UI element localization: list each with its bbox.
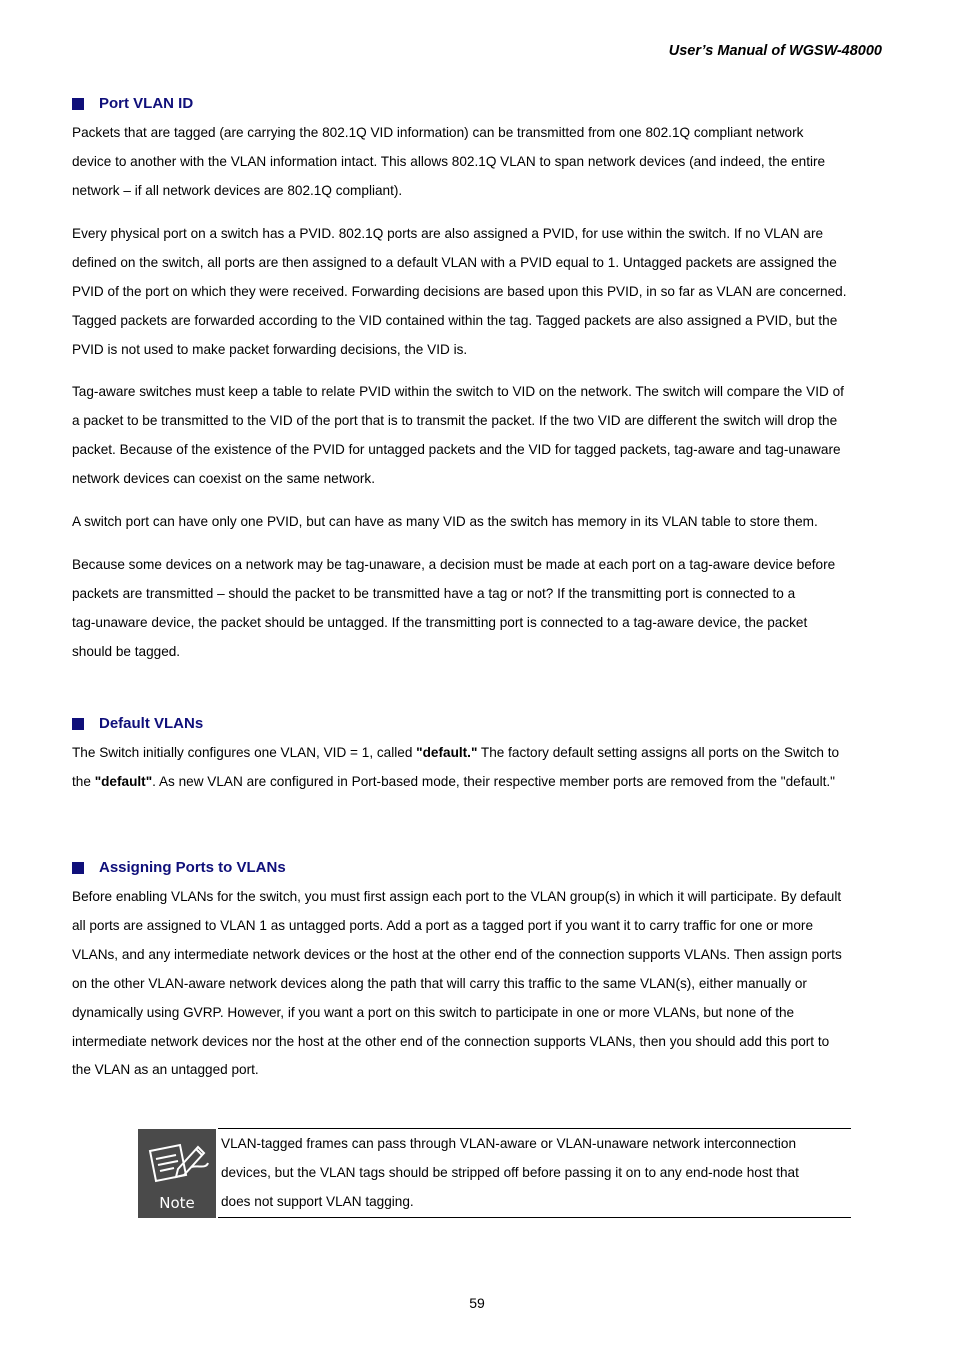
note-top-rule: [218, 1128, 851, 1129]
text-line: tag-unaware device, the packet should be untagged. If the transmitting port is connected to a tag-aware device, the packet: [72, 614, 808, 630]
text-line: does not support VLAN tagging.: [221, 1193, 414, 1209]
text-line: should be tagged.: [72, 643, 181, 659]
paragraph-default-vlan: [72, 739, 888, 797]
text-line: Tagged packets are forwarded according to the VID contained within the tag. Tagged packets are also assigned a PVID, but the: [72, 312, 838, 328]
section-heading-default-vlans: [72, 715, 203, 732]
paragraph-one-pvid: [72, 508, 888, 537]
note-box: [138, 1128, 851, 1218]
bold-text: "default.": [416, 745, 478, 760]
text-line: intermediate network devices nor the host at the other end of the connection supports VLANs, then you should add this port to: [72, 1033, 830, 1049]
paragraph-tag-unaware: [72, 551, 888, 667]
text-line: all ports are assigned to VLAN 1 as untagged ports. Add a port as a tagged port if you want it to carry traffic for one or more: [72, 917, 814, 933]
section-heading-assigning-ports: [72, 859, 286, 876]
text-line: PVID is not used to make packet forwarding decisions, the VID is.: [72, 341, 468, 357]
text-line: A switch port can have only one PVID, but can have as many VID as the switch has memory in its VLAN table to store them.: [72, 514, 818, 529]
text-run: the: [72, 773, 95, 789]
paragraph-tagged-packets: [72, 119, 888, 206]
paragraph-assigning-ports: [72, 883, 888, 1085]
text-line: device to another with the VLAN information intact. This allows 802.1Q VLAN to span network devices (and indeed, the entire: [72, 153, 826, 169]
note-bottom-rule: [218, 1217, 851, 1218]
text-line: [72, 768, 888, 797]
bold-text: "default": [94, 773, 153, 789]
note-pencil-icon: [138, 1129, 216, 1218]
text-run: . As new VLAN are configured in Port-based mode, their respective member ports are removed from the "default.": [152, 773, 836, 789]
text-line: VLANs, and any intermediate network devices or the host at the other end of the connection supports VLANs. Then assign ports: [72, 946, 842, 962]
note-icon: [138, 1129, 216, 1218]
running-header: User’s Manual of WGSW-48000: [668, 43, 882, 59]
text-line: Packets that are tagged (are carrying the 802.1Q VID information) can be transmitted from one 802.1Q compliant network: [72, 125, 804, 140]
text-line: Every physical port on a switch has a PVID. 802.1Q ports are also assigned a PVID, for use within the switch. If no VLAN are: [72, 226, 824, 241]
text-line: [72, 739, 888, 768]
text-line: network devices can coexist on the same network.: [72, 470, 375, 486]
text-line: dynamically using GVRP. However, if you want a port on this switch to participate in one or more VLANs, but none of the: [72, 1004, 795, 1020]
square-bullet-icon: [72, 862, 84, 874]
text-line: PVID of the port on which they were received. Forwarding decisions are based upon this PVID, in so far as VLAN are concerned.: [72, 283, 847, 299]
page-number: 59: [469, 1295, 485, 1311]
text-line: Because some devices on a network may be tag-unaware, a decision must be made at each port on a tag-aware device before: [72, 557, 836, 572]
text-line: VLAN-tagged frames can pass through VLAN-aware or VLAN-unaware network interconnection: [221, 1136, 797, 1151]
heading-text: Port VLAN ID: [99, 95, 194, 112]
note-text: [221, 1130, 851, 1217]
square-bullet-icon: [72, 98, 84, 110]
text-line: the VLAN as an untagged port.: [72, 1062, 259, 1078]
text-line: Tag-aware switches must keep a table to relate PVID within the switch to VID on the network. The switch will compare the VID of: [72, 384, 844, 399]
heading-text: Default VLANs: [99, 715, 204, 732]
text-run: The factory default setting assigns all ports on the Switch to: [477, 745, 840, 760]
heading-text: Assigning Ports to VLANs: [99, 859, 286, 876]
section-heading-port-vlan-id: [72, 95, 193, 112]
note-icon-label: Note: [159, 1194, 195, 1212]
text-line: a packet to be transmitted to the VID of the port that is to transmit the packet. If the two VID are different the switch will drop the: [72, 412, 838, 428]
text-line: packet. Because of the existence of the PVID for untagged packets and the VID for tagged packets, tag-aware and tag-unaware: [72, 441, 841, 457]
text-line: network – if all network devices are 802.1Q compliant).: [72, 182, 403, 198]
paragraph-tag-aware: [72, 378, 888, 494]
text-line: defined on the switch, all ports are then assigned to a default VLAN with a PVID equal to 1. Untagged packets are assigned the: [72, 254, 837, 270]
text-line: on the other VLAN-aware network devices along the path that will carry this traffic to the same VLAN(s), either manually or: [72, 975, 807, 991]
text-line: devices, but the VLAN tags should be stripped off before passing it on to any end-node host that: [221, 1164, 799, 1180]
paragraph-pvid: [72, 220, 888, 365]
text-line: Before enabling VLANs for the switch, you must first assign each port to the VLAN group(s) in which it will participate. By default: [72, 889, 842, 904]
text-run: The Switch initially configures one VLAN, VID = 1, called: [72, 745, 417, 760]
text-line: packets are transmitted – should the packet to be transmitted have a tag or not? If the transmitting port is connected to a: [72, 585, 796, 601]
square-bullet-icon: [72, 718, 84, 730]
